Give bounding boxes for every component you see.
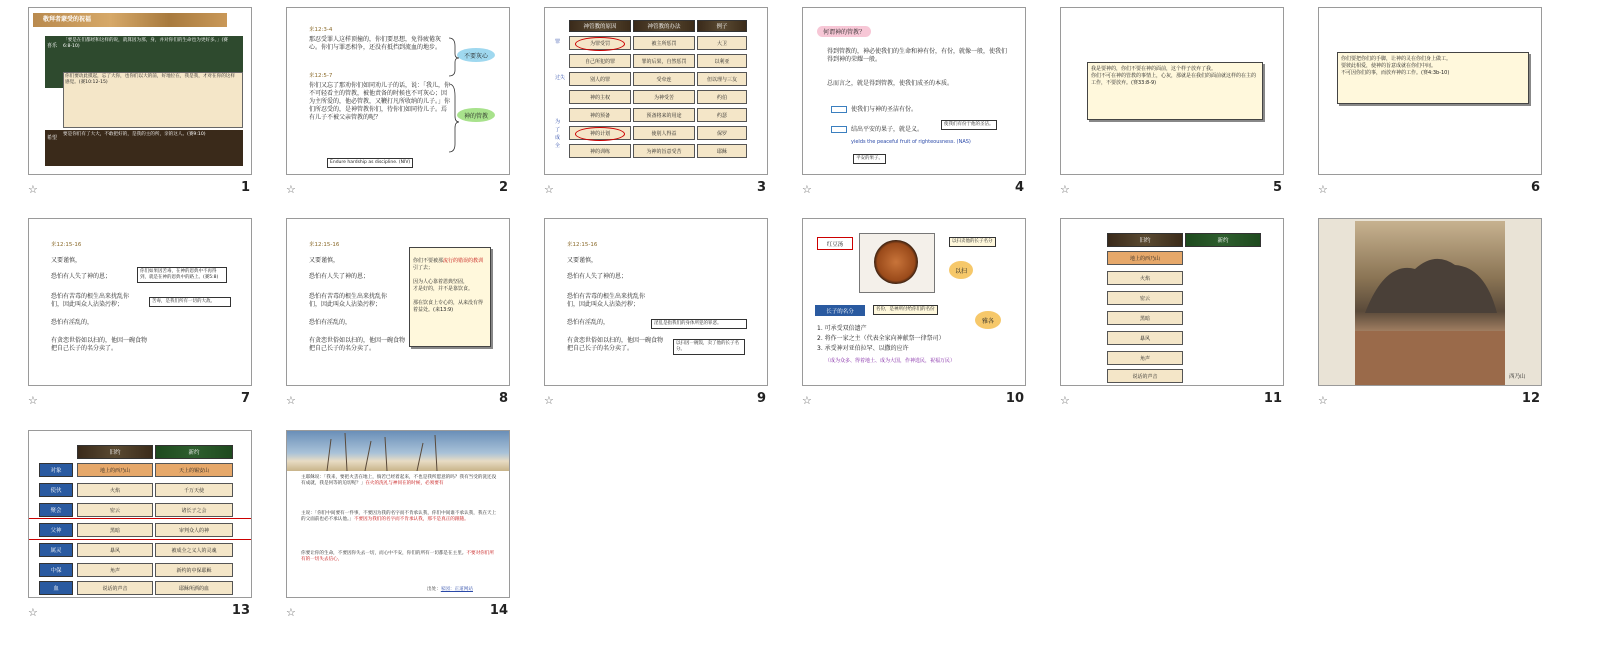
callout-box: 你们如果因苦毒，在神的恩典中不再得到，就是在神的恩典中的路上。(赛5:8) [137, 267, 227, 283]
slide-number: 8 [498, 391, 508, 406]
table-header: 神管教的办法 [633, 20, 695, 32]
row-label: 使伙 [39, 483, 73, 497]
verse-ref: 来12:5-7 [309, 73, 333, 79]
verse-text: 恐怕有苦毒的根生出来扰乱你们，因此叫众人沾染污秽； [309, 293, 388, 308]
verse-text: 又要谨慎， [567, 257, 598, 264]
table-header: 新约 [1185, 233, 1261, 247]
table-cell: 角声 [1107, 351, 1183, 365]
verse-ref: 来12:15-16 [567, 242, 598, 248]
row-tag: 希望 [47, 135, 58, 141]
body-text: 得到管教的，神必使我们的生命和神有份，有份，就像一般，使我们得到神的荣耀一般。 [827, 48, 1008, 63]
table-cell: 暴风 [77, 543, 153, 557]
slide-transition-star-icon[interactable]: ☆ [286, 606, 296, 619]
slide-thumb-6[interactable] [1318, 7, 1542, 203]
slide-number: 13 [231, 603, 250, 618]
slide-transition-star-icon[interactable]: ☆ [28, 606, 38, 619]
verse-text: 恐怕有人失了神的恩； [567, 273, 628, 280]
table-header: 旧约 [77, 445, 153, 459]
slide-thumb-11[interactable] [1060, 218, 1284, 414]
slide-thumb-2[interactable] [286, 7, 510, 203]
table-cell: 千万天使 [155, 483, 233, 497]
divider-line [29, 539, 252, 540]
oval-label: 以扫 [949, 261, 973, 279]
slide-thumb-4[interactable] [802, 7, 1026, 203]
table-cell: 为神的旨意受苦 [633, 144, 695, 158]
table-cell: 说话的声音 [1107, 369, 1183, 383]
table-cell: 诸长子之会 [155, 503, 233, 517]
heading-pill: 何谓神的管教？ [817, 26, 871, 37]
verse-ref: 来12:15-16 [309, 242, 340, 248]
table-cell: 神的训练 [569, 144, 631, 158]
note-box: 我是要神的，你们不要在神的面前，这个样子放弃了我。 你们不可在神的管教的事情上，心灰，那就是在我们的面前就这样的在主的工作，不要放弃。(赛33:8-9) [1087, 62, 1263, 120]
verse-text: 你们又忘了那劝你们如同劝儿子的话，说：「我儿，你不可轻看主的管教，被他责备的时候也不可灰心；因为主所爱的，他必管教，又鞭打凡所收纳的儿子。」你们所忍受的，是神管教你们，待你们如同待儿子。焉有儿子不被父亲管教的呢？ [309, 82, 451, 121]
table-cell: 审判众人的神 [155, 523, 233, 537]
table-cell: 为罪受罚 [569, 36, 631, 50]
list-item: 3. 承受神对亚伯拉罕、以撒的应许 [817, 345, 909, 352]
table-cell: 黑暗 [77, 523, 153, 537]
table-cell: 神的预备 [569, 108, 631, 122]
table-cell: 暴风 [1107, 331, 1183, 345]
table-cell: 使别人得益 [633, 126, 695, 140]
source-footer: 出处：家园：正道网站 [427, 587, 473, 592]
table-cell: 但以理与三友 [697, 72, 747, 86]
verse-text: 又要谨慎， [51, 257, 82, 264]
slide-title: 敬拜者蒙受的祝福 [43, 16, 92, 23]
row-text: 「要是在们都经和这样的说，就算因为那，身，并对你们的生命也为更好多。」(赛6:8-10) [63, 38, 228, 49]
row-label: 对象 [39, 463, 73, 477]
soup-image [859, 233, 935, 293]
row-label: 中保 [39, 563, 73, 577]
table-cell: 神的计划 [569, 126, 631, 140]
row-label: 血 [39, 581, 73, 595]
slide-transition-star-icon[interactable]: ☆ [544, 394, 554, 407]
table-cell: 罪的后果，自然惩罚 [633, 54, 695, 68]
callout-box: 使我们有份于他的圣洁。 [941, 120, 997, 130]
callout-box: 平安的果子。 [853, 154, 886, 164]
callout-box: 以扫卖他的长子名分 [949, 237, 996, 247]
verse-text: 恐怕有淫乱的， [567, 319, 610, 326]
table-cell: 火焰 [77, 483, 153, 497]
callout-box: Endure hardship as discipline. (NIV) [327, 158, 413, 168]
slide-number: 4 [1014, 180, 1024, 195]
brace-icon [447, 36, 461, 156]
table-cell: 被成全之义人的灵魂 [155, 543, 233, 557]
note-box: 你们要把你们的手脚，让神的灵在你们身上做工。 要彼此相爱，使神的旨意成就在你们中间。 不可因你们的事，而放弃神的工作。(赛4:3b-10) [1337, 52, 1529, 104]
paragraph: 你要让你的生命，不要因你失去一切，而心中不安，你们的所有一切都是在主里。不要对你们所有的一切失去信心， [301, 551, 494, 562]
english-verse: yields the peaceful fruit of righteousness. (NAS) [851, 139, 971, 145]
verse-text: 恐怕有苦毒的根生出来扰乱你们，因此叫众人沾染污秽； [567, 293, 646, 308]
slide-thumb-10[interactable] [802, 218, 1026, 414]
side-label: 为了成全 [555, 119, 561, 149]
table-cell: 大卫 [697, 36, 747, 50]
verse-text: 有贪恋世俗如以扫的，他因一碗食物把自己长子的名分卖了。 [309, 337, 406, 352]
table-cell: 为神受苦 [633, 90, 695, 104]
table-cell: 被主所惩罚 [633, 36, 695, 50]
verse-text: 恐怕有淫乱的， [51, 319, 94, 326]
slide-transition-star-icon[interactable]: ☆ [28, 183, 38, 196]
bullet-text: 结出平安的果子，就是义。 [851, 126, 924, 133]
list-item: 1. 可承受双倍遗产 [817, 325, 867, 332]
verse-text: 恐怕有苦毒的根生出来扰乱你们，因此叫众人沾染污秽； [51, 293, 130, 308]
verse-ref: 来12:15-16 [51, 242, 82, 248]
table-cell: 天上的锡安山 [155, 463, 233, 477]
oval-label: 神的管教 [457, 108, 495, 122]
table-header: 例子 [697, 20, 747, 32]
oval-label: 雅各 [975, 311, 1001, 329]
table-cell: 预备将来的用途 [633, 108, 695, 122]
arrow-right-icon [831, 126, 847, 133]
mount-sinai-painting [1355, 221, 1505, 385]
verse-text: 恐怕有人失了神的恩； [309, 273, 370, 280]
table-cell: 受牵连 [633, 72, 695, 86]
verse-text: 那忍受罪人这样顶撞的，你们要思想，免得疲倦灰心。你们与罪恶相争，还没有抵挡到流血的地步。 [309, 36, 442, 51]
slide-thumb-13[interactable] [28, 430, 252, 626]
slide-number: 12 [1521, 391, 1540, 406]
slide-number: 9 [756, 391, 766, 406]
bullet-text: 使我们与神的圣洁有份。 [851, 106, 918, 113]
table-cell: 角声 [77, 563, 153, 577]
row-text: 你们要动此摸起，忘了大你，也你们以大的前，好地位在，我是我，才对在你的这样感觉。(赛10:12-15) [65, 74, 235, 85]
image-caption: 西乃山 [1509, 374, 1526, 380]
table-header: 旧约 [1107, 233, 1183, 247]
grass-banner-image [287, 431, 509, 471]
table-cell: 保罗 [697, 126, 747, 140]
callout-box: 名份，是神所付给你们的名份 [873, 305, 938, 315]
table-cell: 以利亚 [697, 54, 747, 68]
side-label: 过失 [555, 75, 566, 81]
slide-number: 6 [1530, 180, 1540, 195]
table-cell: 耶稣 [697, 144, 747, 158]
source-link[interactable]: 家园：正道网站 [440, 587, 473, 592]
slide-thumb-1[interactable] [28, 7, 252, 203]
body-text: 总而言之，就是得到管教，使我们成圣的本质。 [827, 80, 954, 87]
table-cell: 自己所犯的罪 [569, 54, 631, 68]
slide-transition-star-icon[interactable]: ☆ [28, 394, 38, 407]
slide-thumb-8[interactable] [286, 218, 510, 414]
slide-thumb-3[interactable] [544, 7, 768, 203]
slide-thumb-5[interactable] [1060, 7, 1284, 203]
table-cell: 别人的罪 [569, 72, 631, 86]
slide-number: 2 [498, 180, 508, 195]
slide-transition-star-icon[interactable]: ☆ [802, 394, 812, 407]
arrow-right-icon [831, 106, 847, 113]
row-label: 父神 [39, 523, 73, 537]
paragraph: 主耶稣说：「我来，要把火丢在地上，倘若已经着起来，不也是我所愿意的吗？我有当受的洗还没有成就，我是何等的迫切呢？」在火的洗礼与神同在的时候，必须要有 [301, 475, 497, 486]
table-cell: 神的主权 [569, 90, 631, 104]
table-header: 神管教的原因 [569, 20, 631, 32]
table-cell: 新约的中保耶稣 [155, 563, 233, 577]
slide-thumb-7[interactable] [28, 218, 252, 414]
slide-transition-star-icon[interactable]: ☆ [544, 183, 554, 196]
verse-text: 恐怕有淫乱的， [309, 319, 352, 326]
slide-number: 10 [1005, 391, 1024, 406]
table-cell: 地上的西乃山 [1107, 251, 1183, 265]
side-label: 罪 [555, 39, 561, 45]
row-tag: 喜乐 [47, 43, 58, 49]
table-cell: 火焰 [1107, 271, 1183, 285]
callout-box: 苦毒，是我们所有一切的大敌。 [149, 297, 231, 307]
list-item: 2. 将作一家之主（代表全家向神献祭一律祭司） [817, 335, 945, 342]
note-box: 你们不要被那流行的错误的教训引了去； 因为人心靠着恩典坚固， 才是好的，并不是靠饮食。 那在饮食上专心的，从来没有得着益处。(来13:9) [409, 247, 491, 347]
callout-box: 以扫因一碗饭，卖了他的长子名分。 [673, 339, 745, 355]
table-cell: 说话的声音 [77, 581, 153, 595]
table-cell: 耶稣所洒的血 [155, 581, 233, 595]
verse-ref: 来12:3-4 [309, 27, 333, 33]
verse-text: 又要谨慎， [309, 257, 340, 264]
slide-number: 14 [489, 603, 508, 618]
slide-transition-star-icon[interactable]: ☆ [1060, 394, 1070, 407]
slide-transition-star-icon[interactable]: ☆ [1318, 183, 1328, 196]
slide-transition-star-icon[interactable]: ☆ [1060, 183, 1070, 196]
tag-label: 红豆汤 [817, 237, 853, 250]
divider-line [29, 518, 252, 519]
tag-label: 长子的名分 [815, 305, 865, 316]
table-cell: 约瑟 [697, 108, 747, 122]
verse-text: 有贪恋世俗如以扫的，他因一碗食物把自己长子的名分卖了。 [567, 337, 664, 352]
slide-transition-star-icon[interactable]: ☆ [802, 183, 812, 196]
verse-text: 恐怕有人失了神的恩； [51, 273, 112, 280]
row-label: 属灵 [39, 543, 73, 557]
slide-number: 3 [756, 180, 766, 195]
paragraph: 主说：「你们中间要有一件事，不要因为我的名字而不肯承认我，你们中间谁不承认我，我在天上的父面前也必不承认他。」不要因为我们的名字而不肯承认我，那不是真正的跟随。 [301, 511, 497, 522]
slide-number: 11 [1263, 391, 1282, 406]
table-cell: 约伯 [697, 90, 747, 104]
slide-thumb-14[interactable] [286, 430, 510, 626]
callout-box: 淫乱是指我们的身体所犯的罪恶。 [651, 319, 747, 329]
slide-transition-star-icon[interactable]: ☆ [286, 183, 296, 196]
list-item: （成为众多、得着地土、成为大国，作神选民，祝福万民） [825, 358, 956, 364]
verse-text: 有贪恋世俗如以扫的，他因一碗食物把自己长子的名分卖了。 [51, 337, 148, 352]
table-cell: 地上的西乃山 [77, 463, 153, 477]
slide-transition-star-icon[interactable]: ☆ [286, 394, 296, 407]
slide-thumb-9[interactable] [544, 218, 768, 414]
row-text: 要是你们有了大大，不敢把好的，是我的主的所，亲的这人。(赛9:10) [63, 132, 206, 137]
table-cell: 密云 [1107, 291, 1183, 305]
row-label: 聚会 [39, 503, 73, 517]
oval-label: 不要灰心 [457, 48, 495, 62]
slide-number: 1 [240, 180, 250, 195]
slide-transition-star-icon[interactable]: ☆ [1318, 394, 1328, 407]
table-cell: 密云 [77, 503, 153, 517]
slide-number: 5 [1272, 180, 1282, 195]
slide-thumb-12[interactable] [1318, 218, 1542, 414]
table-header: 新约 [155, 445, 233, 459]
slide-number: 7 [240, 391, 250, 406]
table-cell: 黑暗 [1107, 311, 1183, 325]
